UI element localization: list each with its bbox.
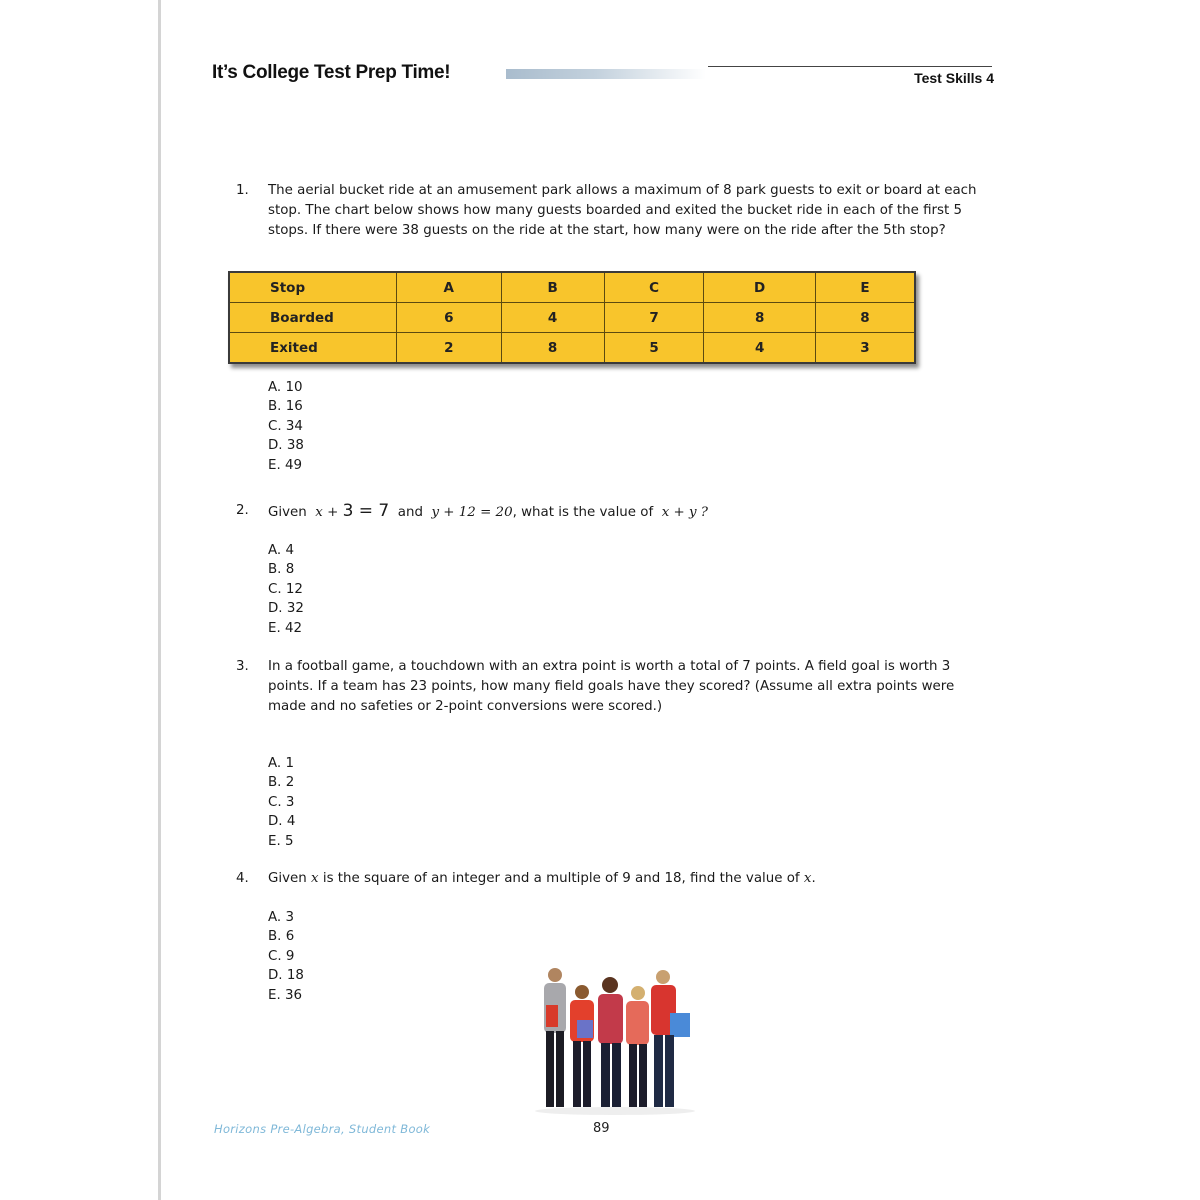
choice: A. 4 bbox=[268, 543, 294, 558]
stops-table bbox=[228, 271, 916, 364]
text: , what is the value of bbox=[512, 505, 654, 520]
choice: C. 34 bbox=[268, 418, 303, 434]
table-cell: 3 bbox=[815, 333, 915, 364]
question-4 bbox=[236, 869, 993, 889]
choice: E. 5 bbox=[268, 833, 294, 849]
table-cell: 4 bbox=[501, 303, 604, 333]
table-cell: Boarded bbox=[229, 303, 397, 333]
table-cell: 4 bbox=[704, 333, 816, 364]
choice: B. 6 bbox=[268, 929, 295, 945]
table-cell: D bbox=[704, 272, 816, 303]
question-1 bbox=[236, 181, 993, 241]
page-edge bbox=[158, 0, 161, 1200]
equation: 3 = 7 bbox=[342, 501, 390, 521]
text: and bbox=[397, 505, 423, 520]
choice: B. 16 bbox=[268, 399, 303, 415]
choice: B. 2 bbox=[268, 775, 295, 791]
table-cell: C bbox=[604, 272, 704, 303]
table-cell: 2 bbox=[397, 333, 502, 364]
table-cell: A bbox=[397, 272, 502, 303]
page-title: It’s College Test Prep Time! bbox=[212, 62, 451, 83]
book-title: Horizons Pre-Algebra, Student Book bbox=[214, 1122, 431, 1136]
choice: A. 10 bbox=[268, 380, 303, 395]
table-cell: Exited bbox=[229, 333, 397, 364]
variable: x bbox=[311, 871, 319, 886]
question-text bbox=[268, 869, 993, 889]
question-2 bbox=[236, 501, 993, 523]
choice: B. 8 bbox=[268, 562, 295, 578]
choice: E. 49 bbox=[268, 457, 303, 473]
answer-choices-1 bbox=[268, 378, 304, 475]
text: . bbox=[811, 871, 816, 886]
question-number: 4. bbox=[236, 871, 249, 886]
text: Given bbox=[268, 871, 307, 886]
choice: C. 9 bbox=[268, 948, 295, 964]
text: Given bbox=[268, 505, 307, 520]
choice: A. 1 bbox=[268, 756, 294, 771]
table-cell: B bbox=[501, 272, 604, 303]
question-text: The aerial bucket ride at an amusement park allows a maximum of 8 park guests to exit or board at each stop. The chart below shows how many guests boarded and exited the bucket ride in each of the first 5 stops. If there were 38 guests on the ride at the start, how many were on the ride after the 5th stop? bbox=[268, 183, 977, 238]
answer-choices-4 bbox=[268, 908, 304, 1005]
table-cell: 6 bbox=[397, 303, 502, 333]
question-text bbox=[268, 501, 993, 523]
equation: x + bbox=[315, 505, 343, 520]
table-header-row bbox=[229, 272, 915, 303]
header-rule bbox=[708, 66, 992, 67]
question-text: In a football game, a touchdown with an extra point is worth a total of 7 points. A field goal is worth 3 points. If a team has 23 points, how many field goals have they scored? (Assume all extra points were made and no safeties or 2-point conversions were scored.) bbox=[268, 659, 955, 714]
variable: x bbox=[803, 871, 812, 886]
choice: E. 36 bbox=[268, 987, 303, 1003]
table-row bbox=[229, 333, 915, 364]
header-gradient-bar bbox=[506, 69, 706, 79]
text: is the square of an integer and a multiple of 9 and 18, find the value of bbox=[322, 871, 800, 886]
table-cell: 8 bbox=[501, 333, 604, 364]
table-cell: E bbox=[815, 272, 915, 303]
choice: C. 3 bbox=[268, 794, 295, 810]
question-3 bbox=[236, 657, 993, 717]
table-cell: 7 bbox=[604, 303, 704, 333]
choice: C. 12 bbox=[268, 581, 303, 597]
table-cell: 5 bbox=[604, 333, 704, 364]
choice: A. 3 bbox=[268, 910, 294, 925]
table-cell: 8 bbox=[815, 303, 915, 333]
equation: y + 12 = 20 bbox=[431, 505, 513, 520]
question-number: 3. bbox=[236, 659, 249, 674]
question-number: 2. bbox=[236, 503, 249, 518]
choice: D. 38 bbox=[268, 438, 304, 454]
choice: D. 18 bbox=[268, 968, 304, 984]
page-number: 89 bbox=[593, 1121, 610, 1136]
answer-choices-2 bbox=[268, 541, 304, 638]
choice: E. 42 bbox=[268, 620, 303, 636]
choice: D. 32 bbox=[268, 601, 304, 617]
table-row bbox=[229, 303, 915, 333]
section-label: Test Skills 4 bbox=[914, 70, 994, 86]
answer-choices-3 bbox=[268, 754, 295, 851]
question-number: 1. bbox=[236, 183, 249, 198]
table-cell: 8 bbox=[704, 303, 816, 333]
equation: x + y ? bbox=[661, 505, 708, 520]
students-photo bbox=[530, 965, 700, 1115]
table-cell: Stop bbox=[229, 272, 397, 303]
choice: D. 4 bbox=[268, 814, 296, 830]
